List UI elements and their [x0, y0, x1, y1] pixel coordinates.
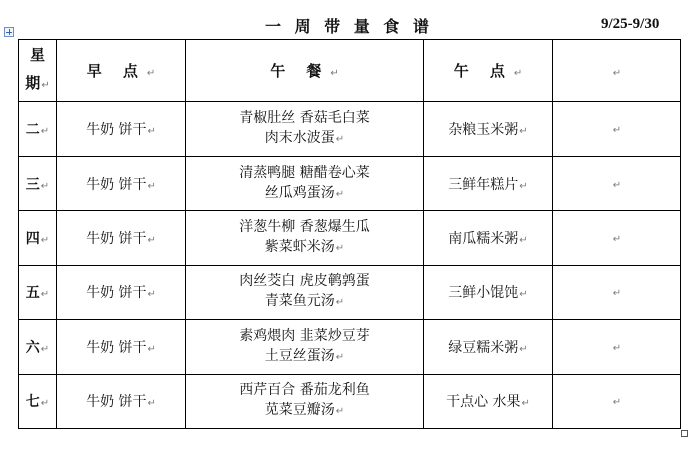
weekly-menu-table — [18, 39, 681, 429]
table-resize-handle-icon[interactable] — [681, 430, 688, 437]
cell-end-mark-icon: ↵ — [335, 134, 345, 146]
cell-end-mark-icon: ↵ — [147, 343, 156, 355]
cell-end-mark-icon: ↵ — [147, 234, 156, 246]
empty-cell — [553, 265, 681, 319]
cell-end-mark-icon: ↵ — [519, 343, 528, 355]
table-row — [19, 156, 681, 210]
lunch-line1: 青椒肚丝 香菇毛白菜 — [239, 110, 370, 127]
table-row — [19, 265, 681, 319]
header-day-line1: 星 — [29, 46, 45, 65]
cell-end-mark-icon: ↵ — [335, 188, 345, 200]
cell-end-mark-icon: ↵ — [41, 80, 50, 92]
snack-cell: 杂粮玉米粥↵ — [424, 102, 553, 156]
header-lunch — [186, 40, 424, 102]
empty-cell — [553, 156, 681, 210]
cell-end-mark-icon: ↵ — [519, 234, 528, 246]
lunch-line2: 苋菜豆瓣汤↵ — [264, 402, 345, 419]
cell-end-mark-icon: ↵ — [612, 125, 622, 137]
cell-end-mark-icon: ↵ — [40, 234, 50, 246]
day-cell: 五↵ — [19, 265, 57, 319]
cell-end-mark-icon: ↵ — [612, 179, 622, 191]
day-cell: 三↵ — [19, 156, 57, 210]
lunch-line2: 紫菜虾米汤↵ — [264, 238, 345, 255]
cell-end-mark-icon: ↵ — [146, 68, 156, 80]
snack-cell: 绿豆糯米粥↵ — [424, 320, 553, 374]
table-row — [19, 374, 681, 429]
empty-cell — [553, 211, 681, 265]
cell-end-mark-icon: ↵ — [40, 126, 50, 138]
empty-cell — [553, 374, 681, 429]
day-cell: 六↵ — [19, 320, 57, 374]
table-row — [19, 102, 681, 156]
cell-end-mark-icon: ↵ — [612, 397, 622, 409]
page-title: 一 周 带 量 食 谱 — [265, 17, 433, 36]
table-row — [19, 211, 681, 265]
header-blank — [553, 40, 681, 102]
cell-end-mark-icon: ↵ — [612, 233, 622, 245]
lunch-line1: 肉丝茭白 虎皮鹌鹑蛋 — [239, 273, 370, 290]
lunch-cell — [186, 374, 424, 429]
lunch-line2: 土豆丝蛋汤↵ — [264, 347, 345, 364]
day-cell: 二↵ — [19, 102, 57, 156]
cell-end-mark-icon: ↵ — [519, 289, 528, 301]
day-cell: 七↵ — [19, 374, 57, 429]
cell-end-mark-icon: ↵ — [40, 343, 50, 355]
lunch-line2: 肉末水波蛋↵ — [264, 130, 345, 147]
snack-cell: 三鲜年糕片↵ — [424, 156, 553, 210]
cell-end-mark-icon: ↵ — [513, 68, 523, 80]
breakfast-cell: 牛奶 饼干↵ — [57, 211, 186, 265]
lunch-cell — [186, 265, 424, 319]
breakfast-cell: 牛奶 饼干↵ — [57, 156, 186, 210]
breakfast-cell: 牛奶 饼干↵ — [57, 374, 186, 429]
cell-end-mark-icon: ↵ — [335, 242, 345, 254]
lunch-line1: 洋葱牛柳 香葱爆生瓜 — [239, 218, 370, 235]
cell-end-mark-icon: ↵ — [147, 398, 156, 410]
snack-cell: 南瓜糯米粥↵ — [424, 211, 553, 265]
breakfast-cell: 牛奶 饼干↵ — [57, 102, 186, 156]
cell-end-mark-icon: ↵ — [147, 180, 156, 192]
lunch-line1: 素鸡煨肉 韭菜炒豆芽 — [239, 327, 370, 344]
lunch-cell — [186, 156, 424, 210]
cell-end-mark-icon: ↵ — [612, 67, 622, 79]
cell-end-mark-icon: ↵ — [519, 180, 528, 192]
lunch-line1: 西芹百合 番茄龙利鱼 — [239, 382, 370, 399]
lunch-cell — [186, 211, 424, 265]
date-range: 9/25-9/30 — [601, 16, 660, 32]
empty-cell — [553, 320, 681, 374]
breakfast-cell: 牛奶 饼干↵ — [57, 320, 186, 374]
cell-end-mark-icon: ↵ — [335, 351, 345, 363]
table-move-handle-icon[interactable] — [4, 27, 14, 37]
cell-end-mark-icon: ↵ — [335, 406, 345, 418]
cell-end-mark-icon: ↵ — [521, 398, 530, 410]
cell-end-mark-icon: ↵ — [40, 180, 50, 192]
cell-end-mark-icon: ↵ — [330, 68, 339, 80]
cell-end-mark-icon: ↵ — [335, 297, 345, 309]
header-snack-label: 午 点↵ — [453, 62, 523, 81]
empty-cell — [553, 102, 681, 156]
header-lunch-label: 午 餐↵ — [270, 62, 339, 81]
lunch-line2: 青菜鱼元汤↵ — [264, 293, 345, 310]
table-header-row — [19, 40, 681, 102]
lunch-line2: 丝瓜鸡蛋汤↵ — [264, 184, 345, 201]
lunch-cell — [186, 320, 424, 374]
snack-cell: 三鲜小馄饨↵ — [424, 265, 553, 319]
cell-end-mark-icon: ↵ — [612, 342, 622, 354]
header-breakfast-label: 早 点↵ — [86, 62, 156, 81]
cell-end-mark-icon: ↵ — [147, 126, 156, 138]
day-cell: 四↵ — [19, 211, 57, 265]
breakfast-cell: 牛奶 饼干↵ — [57, 265, 186, 319]
lunch-cell — [186, 102, 424, 156]
table-row — [19, 320, 681, 374]
cell-end-mark-icon: ↵ — [147, 289, 156, 301]
header-day — [19, 40, 57, 102]
header-blank-label — [612, 62, 621, 80]
cell-end-mark-icon: ↵ — [40, 398, 50, 410]
cell-end-mark-icon: ↵ — [40, 289, 50, 301]
snack-cell: 干点心 水果↵ — [424, 374, 553, 429]
lunch-line1: 清蒸鸭腿 糖醋卷心菜 — [239, 164, 370, 181]
header-day-line2: 期↵ — [25, 74, 50, 93]
cell-end-mark-icon: ↵ — [519, 126, 528, 138]
header-breakfast — [57, 40, 186, 102]
cell-end-mark-icon: ↵ — [612, 288, 622, 300]
header-snack — [424, 40, 553, 102]
